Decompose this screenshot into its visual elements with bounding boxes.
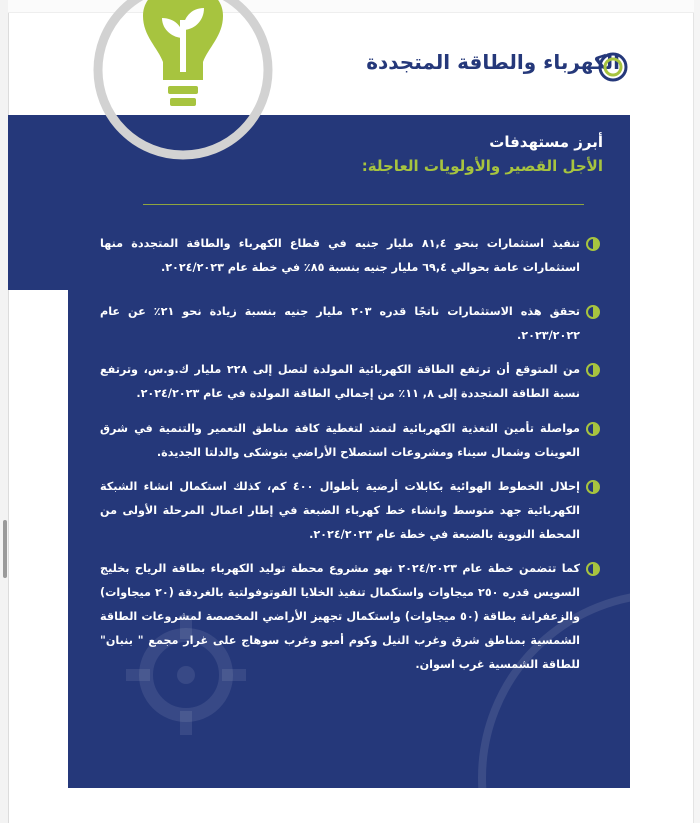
section-title: أبرز مستهدفات xyxy=(489,133,603,151)
targets-list xyxy=(100,232,600,677)
section-divider xyxy=(143,204,584,205)
half-circle-bullet-icon xyxy=(586,305,600,319)
lightbulb-sprout-icon xyxy=(88,0,278,180)
list-item-text: من المتوقع أن ترتفع الطاقة الكهربائية المولدة لتصل إلى ٢٢٨ مليار ك.و.س، وترتفع نسبة الطاقة المتجددة إلى ٨, ١١٪ من إجمالي الطاقة المولدة في عام ٢٠٢٤/٢٠٢٣. xyxy=(100,363,581,400)
section-subtitle: الأجل القصير والأولويات العاجلة: xyxy=(361,157,603,175)
half-circle-bullet-icon xyxy=(586,480,600,494)
half-circle-bullet-icon xyxy=(586,363,600,377)
page-right-margin xyxy=(693,0,700,823)
target-ring-icon xyxy=(598,52,628,82)
half-circle-bullet-icon xyxy=(586,562,600,576)
list-item xyxy=(100,417,600,465)
panel-left-tab xyxy=(8,115,68,290)
list-item xyxy=(100,358,600,406)
list-item xyxy=(100,475,600,547)
list-item-text: كما تتضمن خطة عام ٢٠٢٤/٢٠٢٣ نهو مشروع محطة توليد الكهرباء بطاقة الرياح بخليج السويس قدره ٢٥٠ ميجاوات واستكمال تنفيذ الخلايا الفوتوفولتية بالغردقة (٢٠ ميجاوات) والزعفرانة بطاقة (٥٠ ميجاوات) واستكمال تجهيز الأراضي المخصصة لمشروعات الطاقة الشمسية بمناطق شرق وغرب النيل وكوم أمبو وغرب سوهاج على غرار مجمع " بنبان" للطاقة الشمسية غرب اسوان. xyxy=(100,562,580,671)
list-item xyxy=(100,557,600,677)
list-item xyxy=(100,300,600,348)
list-item xyxy=(100,232,600,280)
scroll-indicator[interactable] xyxy=(3,520,7,578)
list-item-text: مواصلة تأمين التغذية الكهربائية لتمتد لتغطية كافة مناطق التعمير والتنمية في شرق العوينات وشمال سيناء ومشروعات استصلاح الأراضي بتوشكى والدلتا الجديدة. xyxy=(100,422,580,459)
list-item-text: تنفيذ استثمارات بنحو ٨١,٤ مليار جنيه في قطاع الكهرباء والطاقة المتجددة منها استثمارات عامة بحوالي ٦٩,٤ مليار جنيه بنسبة ٨٥٪ في خطة عام ٢٠٢٤/٢٠٢٣. xyxy=(100,237,580,274)
list-item-text: تحقق هذه الاستثمارات ناتجًا قدره ٢٠٣ مليار جنيه بنسبة زيادة نحو ٢١٪ عن عام ٢٠٢٣/٢٠٢٢. xyxy=(100,305,580,342)
page-title: الكهرباء والطاقة المتجددة xyxy=(366,50,620,74)
list-item-text: إحلال الخطوط الهوائية بكابلات أرضية بأطوال ٤٠٠ كم، كذلك استكمال انشاء الشبكة الكهربائية جهد متوسط وانشاء خط كهرباء الضبعة في إطار اعمال المرحلة الأولى من المحطة النووية بالضبعة في خطة عام ٢٠٢٤/٢٠٢٣. xyxy=(100,480,580,541)
half-circle-bullet-icon xyxy=(586,237,600,251)
half-circle-bullet-icon xyxy=(586,422,600,436)
